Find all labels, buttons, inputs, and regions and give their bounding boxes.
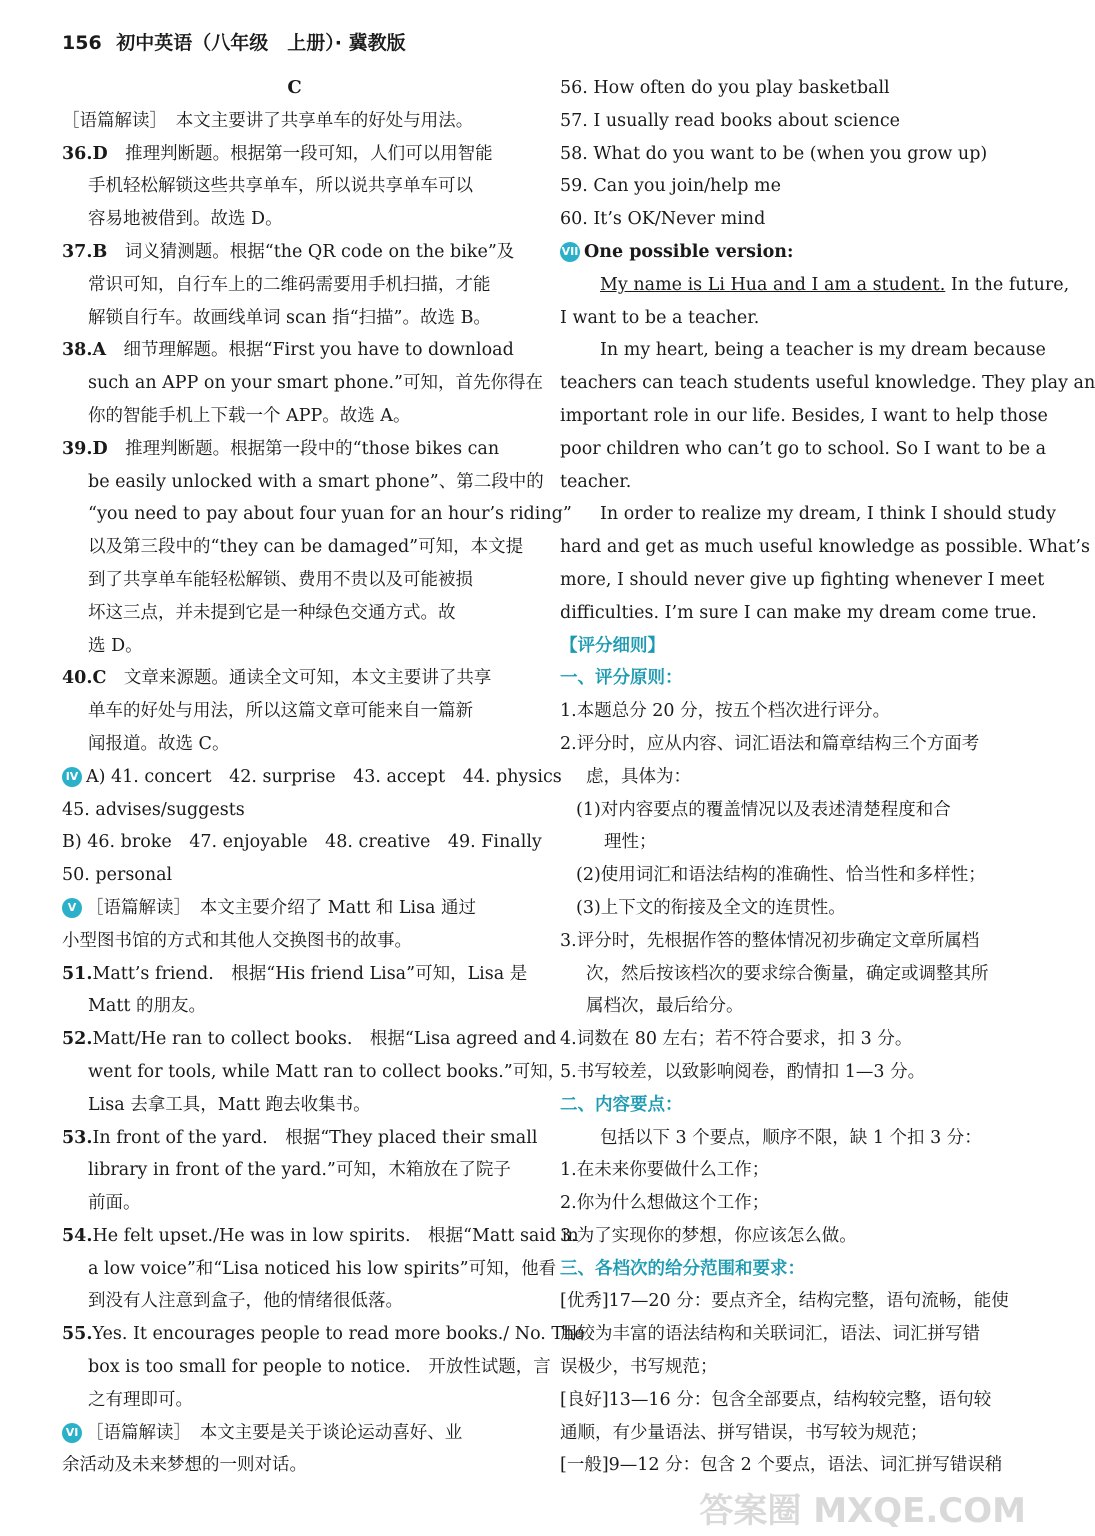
section-iv-line: 45. advises/suggests xyxy=(62,799,245,820)
answer-54 xyxy=(62,1220,579,1253)
rubric-line: 2.评分时，应从内容、词汇语法和篇章结构三个方面考 xyxy=(560,733,980,754)
answer-text: 细节理解题。根据“First you have to download xyxy=(123,340,514,361)
rubric-section-3: 三、各档次的给分范围和要求： xyxy=(560,1258,805,1279)
rubric-line: 3.评分时，先根据作答的整体情况初步确定文章所属档 xyxy=(560,930,980,951)
essay-line: poor children who can’t go to school. So I want to be a xyxy=(560,438,1047,459)
answer-num: 40.C xyxy=(62,668,107,689)
answer-39-line: 到了共享单车能轻松解锁、费用不贵以及可能被损 xyxy=(88,569,473,590)
answer-text: Matt’s friend. 根据“His friend Lisa”可知，Lisa 是 xyxy=(92,963,528,984)
answer-num: 53. xyxy=(62,1127,93,1148)
answer-52 xyxy=(62,1023,557,1056)
answer-num: 36.D xyxy=(62,143,108,164)
answer-54-line: 到没有人注意到盒子，他的情绪很低落。 xyxy=(88,1291,403,1312)
answer-37-line: 解锁自行车。故画线单词 scan 指“扫描”。故选 B。 xyxy=(88,307,491,328)
answer-num: 37.B xyxy=(62,241,108,262)
passage-analysis: ［语篇解读］ 本文主要讲了共享单车的好处与用法。 xyxy=(62,110,474,131)
rubric-section-2: 二、内容要点： xyxy=(560,1094,683,1115)
essay-line: important role in our life. Besides, I want to help those xyxy=(560,405,1048,426)
answer-57: 57. I usually read books about science xyxy=(560,110,901,131)
answer-53-line: 前面。 xyxy=(88,1193,141,1214)
answer-39-line: 选 D。 xyxy=(88,635,143,656)
page-header xyxy=(62,28,406,55)
book-title: 初中英语（八年级 上册）· 冀教版 xyxy=(116,32,406,54)
answer-38-line: such an APP on your smart phone.”可知，首先你得在 xyxy=(88,373,544,394)
rubric-section-1: 一、评分原则： xyxy=(560,668,683,689)
answer-39-line: 以及第三段中的“they can be damaged”可知，本文提 xyxy=(88,537,524,558)
section-iv-line: B) 46. broke 47. enjoyable 48. creative 49. Finally xyxy=(62,832,542,853)
answer-60: 60. It’s OK/Never mind xyxy=(560,209,766,230)
answer-num: 54. xyxy=(62,1225,93,1246)
essay-line: teacher. xyxy=(560,471,632,492)
answer-51-line: Matt 的朋友。 xyxy=(88,996,206,1017)
essay-line: more, I should never give up fighting whenever I meet xyxy=(560,569,1045,590)
rubric-title: 【评分细则】 xyxy=(560,635,665,656)
answer-num: 51. xyxy=(62,963,93,984)
rubric-line: 虑，具体为： xyxy=(586,766,691,787)
section-iv-line: A) 41. concert 42. surprise 43. accept 44. physics xyxy=(86,766,562,787)
answer-56: 56. How often do you play basketball xyxy=(560,78,890,98)
section-iv xyxy=(62,761,562,794)
rubric-line: 通顺，有少量语法、拼写错误，书写较为规范； xyxy=(560,1422,928,1443)
section-iv-badge: IV xyxy=(62,767,82,787)
rubric-line: 包括以下 3 个要点，顺序不限，缺 1 个扣 3 分： xyxy=(600,1127,982,1148)
answer-51 xyxy=(62,958,527,991)
rubric-line: (3)上下文的衔接及全文的连贯性。 xyxy=(576,897,846,918)
answer-text: Matt/He ran to collect books. 根据“Lisa agreed and xyxy=(92,1029,557,1050)
answer-39 xyxy=(62,433,527,466)
watermark: 答案圈 MXQE.COM xyxy=(699,1491,1026,1531)
answer-text: In front of the yard. 根据“They placed their small xyxy=(92,1127,538,1148)
answer-num: 38.A xyxy=(62,340,107,361)
section-v-badge: V xyxy=(62,898,82,918)
rubric-line: 误极少，书写规范； xyxy=(560,1357,718,1378)
answer-39-line: be easily unlocked with a smart phone”、第二段中的 xyxy=(88,471,544,492)
essay-line: teachers can teach students useful knowledge. They play an xyxy=(560,373,1095,394)
answer-54-line: a low voice”和“Lisa noticed his low spirits”可知，他看 xyxy=(88,1258,557,1279)
essay-line: hard and get as much useful knowledge as possible. What’s xyxy=(560,537,1090,558)
essay-heading: One possible version: xyxy=(584,241,794,262)
section-v-line: 小型图书馆的方式和其他人交换图书的故事。 xyxy=(62,930,412,951)
answer-53-line: library in front of the yard.”可知，木箱放在了院子 xyxy=(88,1160,511,1181)
answer-text: He felt upset./He was in low spirits. 根据“Matt said in xyxy=(92,1225,579,1246)
essay-text: In the future, xyxy=(945,274,1070,295)
rubric-line: 3.为了实现你的梦想，你应该怎么做。 xyxy=(560,1225,857,1246)
answer-55-line: box is too small for people to notice. 开放性试题，言 xyxy=(88,1357,551,1378)
answer-36-line: 手机轻松解锁这些共享单车，所以说共享单车可以 xyxy=(88,176,473,197)
rubric-line: (2)使用词汇和语法结构的准确性、恰当性和多样性； xyxy=(576,865,986,886)
essay-line xyxy=(560,269,1070,302)
answer-num: 52. xyxy=(62,1029,93,1050)
rubric-line: 4.词数在 80 左右；若不符合要求，扣 3 分。 xyxy=(560,1029,913,1050)
essay-line: I want to be a teacher. xyxy=(560,307,760,328)
answer-37-line: 常识可知，自行车上的二维码需要用手机扫描，才能 xyxy=(88,274,491,295)
answer-40 xyxy=(62,662,527,695)
section-vii-badge: VII xyxy=(560,242,580,262)
answer-40-line: 单车的好处与用法，所以这篇文章可能来自一篇新 xyxy=(88,701,473,722)
section-v xyxy=(62,892,527,925)
section-vi-line: 余活动及未来梦想的一则对话。 xyxy=(62,1455,307,1476)
rubric-line: 次，然后按该档次的要求综合衡量，确定或调整其所 xyxy=(586,963,989,984)
answer-55 xyxy=(62,1318,585,1351)
rubric-line: 2.你为什么想做这个工作； xyxy=(560,1193,770,1214)
answer-39-line: 坏这三点，并未提到它是一种绿色交通方式。故 xyxy=(88,602,456,623)
answer-52-line: Lisa 去拿工具，Matt 跑去收集书。 xyxy=(88,1094,371,1115)
answer-num: 55. xyxy=(62,1324,93,1345)
answer-38-line: 你的智能手机上下载一个 APP。故选 A。 xyxy=(88,405,411,426)
page-number: 156 xyxy=(62,32,102,54)
essay-underlined: My name is Li Hua and I am a student. xyxy=(600,274,946,295)
answer-36-line: 容易地被借到。故选 D。 xyxy=(88,209,283,230)
answer-55-line: 之有理即可。 xyxy=(88,1389,193,1410)
essay-line: In my heart, being a teacher is my dream because xyxy=(600,340,1046,361)
answer-text: 文章来源题。通读全文可知，本文主要讲了共享 xyxy=(123,668,492,689)
rubric-line: 1.本题总分 20 分，按五个档次进行评分。 xyxy=(560,701,891,722)
answer-59: 59. Can you join/help me xyxy=(560,176,781,197)
rubric-line: [良好]13—16 分：包含全部要点，结构较完整，语句较 xyxy=(560,1389,992,1410)
answer-37 xyxy=(62,236,527,269)
rubric-line: 用较为丰富的语法结构和关联词汇，语法、词汇拼写错 xyxy=(560,1324,980,1345)
section-vi xyxy=(62,1417,527,1450)
answer-52-line: went for tools, while Matt ran to collect books.”可知， xyxy=(88,1061,566,1082)
answer-num: 39.D xyxy=(62,438,108,459)
answer-text: 词义猜测题。根据“the QR code on the bike”及 xyxy=(124,241,515,262)
rubric-line: (1)对内容要点的覆盖情况以及表述清楚程度和合 xyxy=(576,799,951,820)
answer-text: Yes. It encourages people to read more books./ No. The xyxy=(92,1324,585,1345)
rubric-line: [一般]9—12 分：包含 2 个要点，语法、词汇拼写错误稍 xyxy=(560,1455,1003,1476)
rubric-line: 1.在未来你要做什么工作； xyxy=(560,1160,770,1181)
answer-36 xyxy=(62,138,527,171)
rubric-line: [优秀]17—20 分：要点齐全，结构完整，语句流畅，能使 xyxy=(560,1291,1009,1312)
rubric-line: 5.书写较差，以致影响阅卷，酌情扣 1—3 分。 xyxy=(560,1061,926,1082)
section-iv-line: 50. personal xyxy=(62,865,173,886)
answer-38 xyxy=(62,334,527,367)
answer-53 xyxy=(62,1122,538,1155)
section-vi-line: ［语篇解读］ 本文主要是关于谈论运动喜好、业 xyxy=(86,1422,463,1443)
rubric-line: 属档次，最后给分。 xyxy=(586,996,744,1017)
answer-text: 推理判断题。根据第一段中的“those bikes can xyxy=(125,438,500,459)
section-v-line: ［语篇解读］ 本文主要介绍了 Matt 和 Lisa 通过 xyxy=(86,897,477,918)
answer-39-line: “you need to pay about four yuan for an hour’s riding” xyxy=(88,504,572,525)
answer-58: 58. What do you want to be (when you grow up) xyxy=(560,143,988,164)
right-column xyxy=(560,72,1095,1482)
answer-text: 推理判断题。根据第一段可知，人们可以用智能 xyxy=(125,143,493,164)
answer-40-line: 闻报道。故选 C。 xyxy=(88,733,230,754)
section-c-heading: C xyxy=(287,77,302,98)
section-vii xyxy=(560,236,1030,269)
section-vi-badge: VI xyxy=(62,1423,82,1443)
essay-line: In order to realize my dream, I think I should study xyxy=(600,504,1056,525)
rubric-line: 理性； xyxy=(604,832,657,853)
essay-line: difficulties. I’m sure I can make my dream come true. xyxy=(560,602,1037,623)
